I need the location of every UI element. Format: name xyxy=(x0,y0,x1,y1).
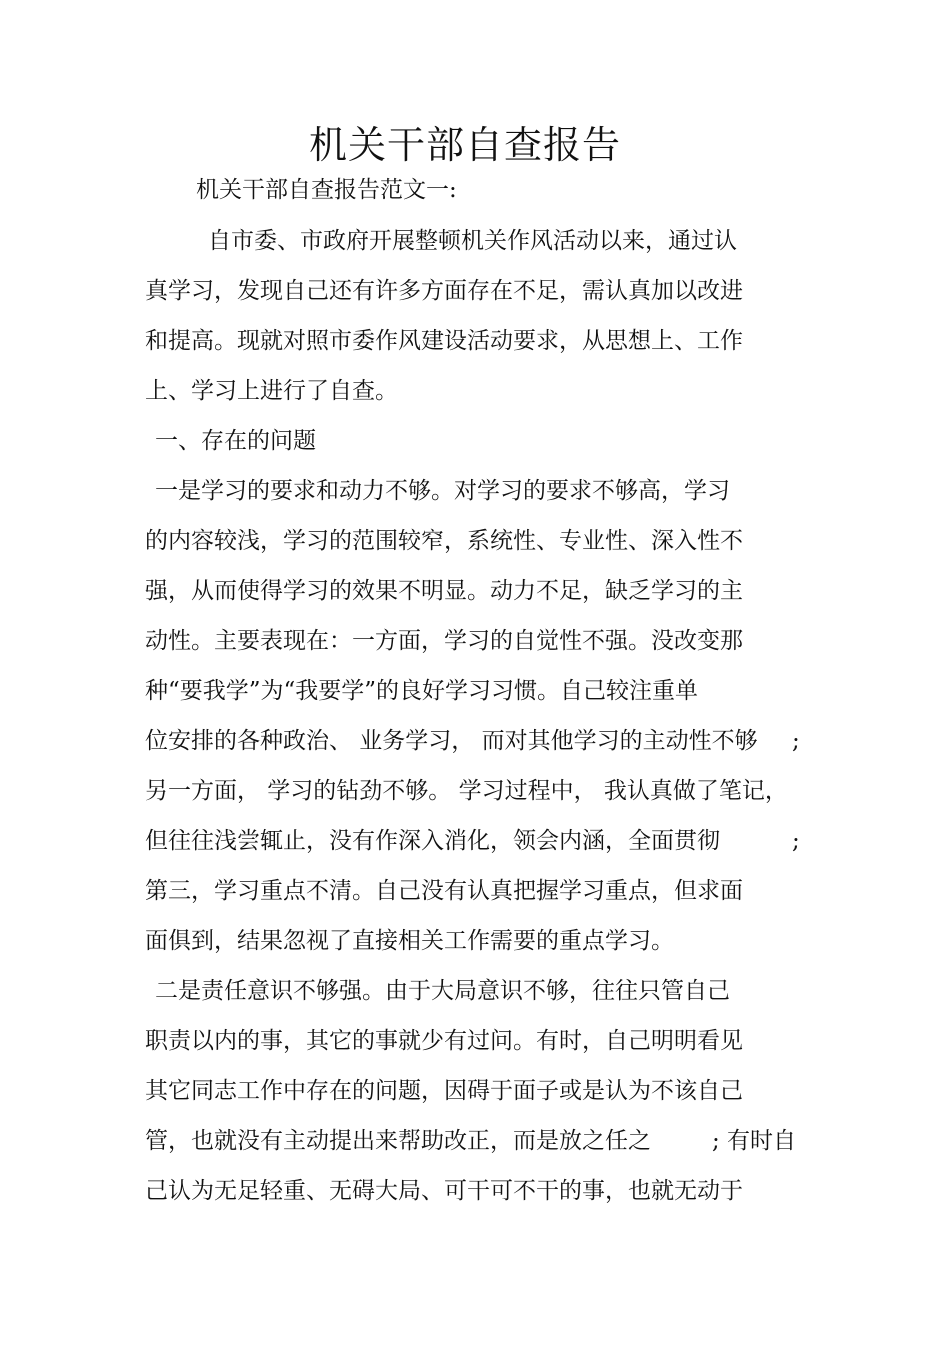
paragraph-line: 上、学习上进行了自查。 xyxy=(145,378,398,404)
document-subtitle: 机关干部自查报告范文一: xyxy=(196,177,457,203)
paragraph-line: 和提高。现就对照市委作风建设活动要求，从思想上、工作 xyxy=(145,328,743,354)
paragraph-line: 真学习，发现自己还有许多方面存在不足，需认真加以改进 xyxy=(145,278,743,304)
trailing-punctuation: ; 有时自 xyxy=(712,1128,797,1154)
paragraph-line: 动性。主要表现在：一方面，学习的自觉性不强。没改变那 xyxy=(145,628,743,654)
paragraph-line: 强，从而使得学习的效果不明显。动力不足，缺乏学习的主 xyxy=(145,578,743,604)
section-heading: 一、存在的问题 xyxy=(155,428,316,454)
document-title: 机关干部自查报告 xyxy=(308,123,621,167)
paragraph-line: 面俱到，结果忽视了直接相关工作需要的重点学习。 xyxy=(145,928,674,954)
paragraph-line: 职责以内的事，其它的事就少有过问。有时，自己明明看见 xyxy=(145,1028,743,1054)
paragraph-line: 管，也就没有主动提出来帮助改正，而是放之任之 xyxy=(145,1128,651,1154)
paragraph-line: 二是责任意识不够强。由于大局意识不够，往往只管自己 xyxy=(155,978,730,1004)
paragraph-line: 己认为无足轻重、无碍大局、可干可不干的事，也就无动于 xyxy=(145,1178,743,1204)
paragraph-line: 另一方面， 学习的钻劲不够。 学习过程中， 我认真做了笔记， xyxy=(145,778,788,804)
paragraph-line: 第三，学习重点不清。自己没有认真把握学习重点，但求面 xyxy=(145,878,743,904)
trailing-punctuation: ; xyxy=(792,728,800,754)
trailing-punctuation: ; xyxy=(792,828,800,854)
paragraph-line: 但往往浅尝辄止，没有作深入消化，领会内涵，全面贯彻 xyxy=(145,828,720,854)
paragraph-line: 自市委、市政府开展整顿机关作风活动以来，通过认 xyxy=(208,228,737,254)
paragraph-line: 种“要我学”为“我要学”的良好学习习惯。自己较注重单 xyxy=(145,678,699,704)
paragraph-line: 位安排的各种政治、 业务学习， 而对其他学习的主动性不够 xyxy=(145,728,758,754)
paragraph-line: 一是学习的要求和动力不够。对学习的要求不够高，学习 xyxy=(155,478,730,504)
paragraph-line: 其它同志工作中存在的问题，因碍于面子或是认为不该自己 xyxy=(145,1078,743,1104)
paragraph-line: 的内容较浅，学习的范围较窄，系统性、专业性、深入性不 xyxy=(145,528,743,554)
